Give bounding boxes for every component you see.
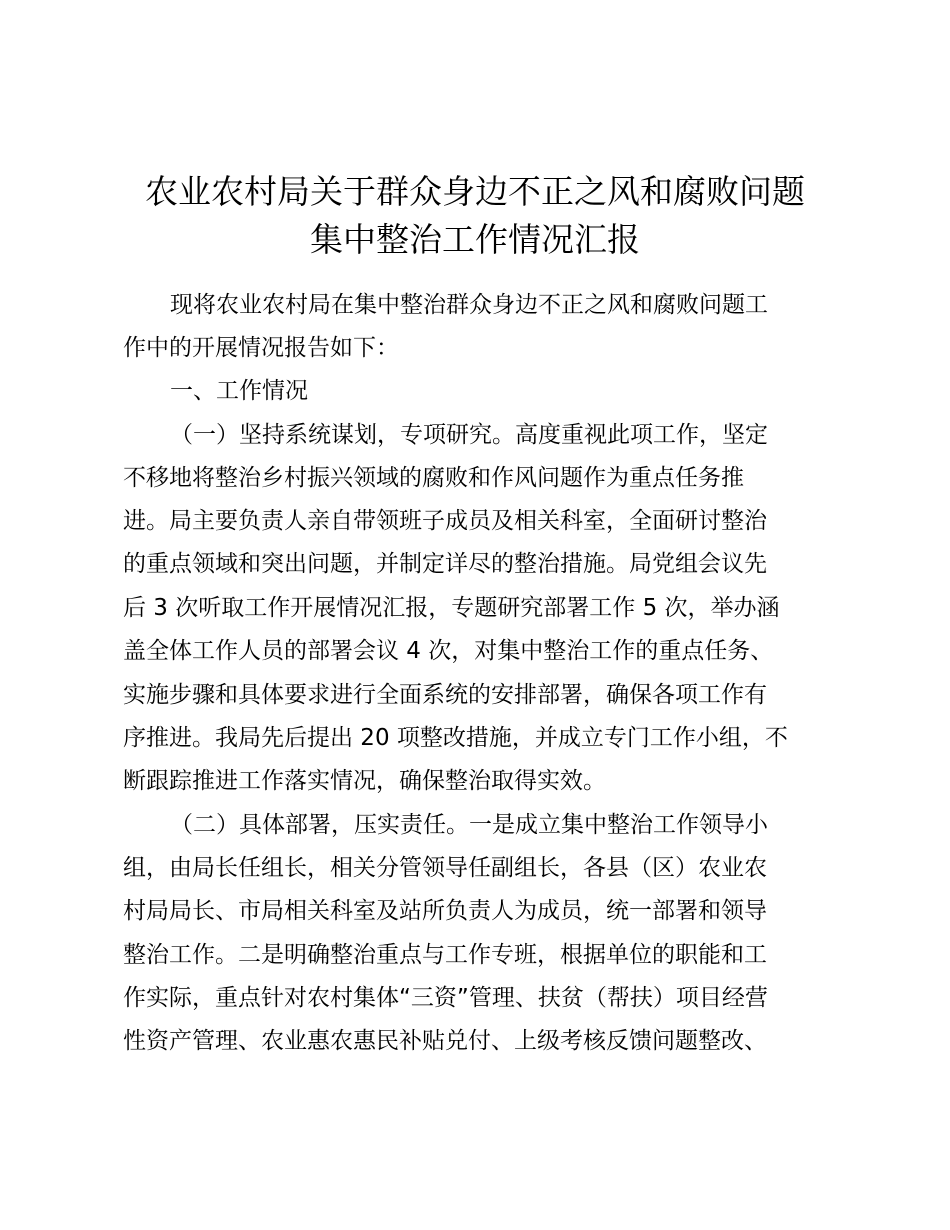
body-line-8: 后 3 次听取工作开展情况汇报，专题研究部署工作 5 次，举办涵 xyxy=(123,595,780,621)
body-line-11: 序推进。我局先后提出 20 项整改措施，并成立专门工作小组，不 xyxy=(123,725,788,751)
body-line-6: 进。局主要负责人亲自带领班子成员及相关科室，全面研讨整治 xyxy=(123,508,767,534)
body-line-13: （二）具体部署，压实责任。一是成立集中整治工作领导小 xyxy=(170,812,768,838)
body-line-7: 的重点领域和突出问题，并制定详尽的整治措施。局党组会议先 xyxy=(123,551,767,577)
body-line-9: 盖全体工作人员的部署会议 4 次，对集中整治工作的重点任务、 xyxy=(123,638,774,664)
body-line-18: 性资产管理、农业惠农惠民补贴兑付、上级考核反馈问题整改、 xyxy=(123,1028,767,1054)
document-title-line-2: 集中整治工作情况汇报 xyxy=(310,220,640,259)
body-line-4: （一）坚持系统谋划，专项研究。高度重视此项工作，坚定 xyxy=(170,422,768,448)
section-heading-work-status: 一、工作情况 xyxy=(170,378,308,404)
body-line-17: 作实际，重点针对农村集体“三资”管理、扶贫（帮扶）项目经营 xyxy=(123,985,768,1011)
body-line-10: 实施步骤和具体要求进行全面系统的安排部署，确保各项工作有 xyxy=(123,682,767,708)
body-line-16: 整治工作。二是明确整治重点与工作专班，根据单位的职能和工 xyxy=(123,942,767,968)
document-title-line-1: 农业农村局关于群众身边不正之风和腐败问题 xyxy=(145,172,805,211)
body-line-2: 作中的开展情况报告如下： xyxy=(123,335,399,361)
body-line-12: 断跟踪推进工作落实情况，确保整治取得实效。 xyxy=(123,768,606,794)
body-line-15: 村局局长、市局相关科室及站所负责人为成员，统一部署和领导 xyxy=(123,898,767,924)
body-line-14: 组，由局长任组长，相关分管领导任副组长，各县（区）农业农 xyxy=(123,855,767,881)
body-line-5: 不移地将整治乡村振兴领域的腐败和作风问题作为重点任务推 xyxy=(123,465,744,491)
body-line-1: 现将农业农村局在集中整治群众身边不正之风和腐败问题工 xyxy=(170,292,768,318)
